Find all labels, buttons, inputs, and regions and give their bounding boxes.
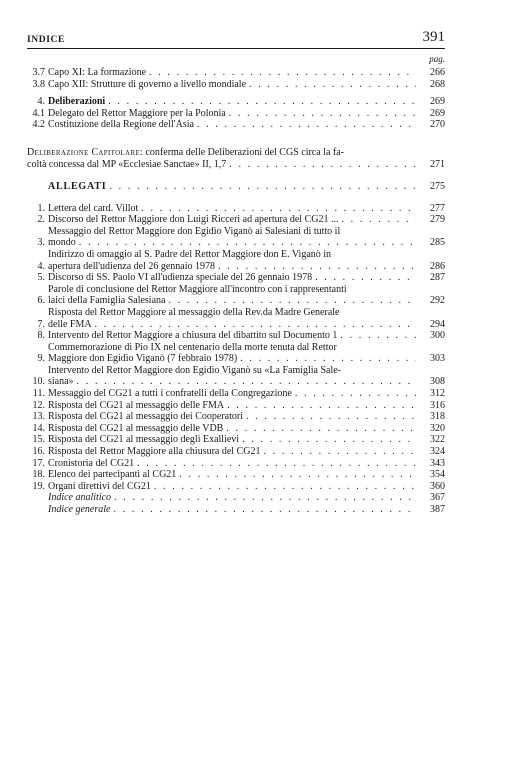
entry-title: Risposta del CG21 al messaggio degli Exallievi <box>48 434 240 446</box>
deliberazione-text-2: coltà concessa dal MP «Ecclesiae Sanctae» II, 1,7 <box>27 158 227 170</box>
entry-number: 9. <box>37 353 45 365</box>
entry-title-block <box>48 119 445 131</box>
toc-entry <box>27 284 445 307</box>
dot-leader <box>149 67 416 79</box>
dot-leader <box>218 261 416 273</box>
dot-leader <box>77 376 416 388</box>
entry-page: 277 <box>430 202 445 214</box>
entry-title: Discorso del Rettor Maggiore don Luigi Ricceri ad apertura del CG21 ... <box>48 214 339 226</box>
entry-number: 19. <box>32 480 45 492</box>
entry-line <box>48 388 445 400</box>
entry-title-block <box>48 330 445 342</box>
entry-title: siana» <box>48 376 74 388</box>
entry-line <box>48 96 445 108</box>
dot-leader <box>341 214 416 226</box>
entry-title-block <box>48 388 445 400</box>
spacer <box>27 131 445 147</box>
entry-page: 269 <box>430 107 445 119</box>
entry-title: Messaggio del Rettor Maggiore don Egidio Viganò ai Salesiani di tutto il <box>48 225 341 237</box>
entry-number: 5. <box>37 272 45 284</box>
entry-number: 12. <box>32 399 45 411</box>
entry-title: Risposta del CG21 al messaggio delle VDB <box>48 422 224 434</box>
entry-number: 11. <box>32 388 45 400</box>
entry-page: 354 <box>430 469 445 481</box>
entry-line <box>48 119 445 131</box>
entry-title: Delegato del Rettor Maggiore per la Polonia <box>48 107 226 119</box>
toc-entry <box>27 388 445 400</box>
entry-page: 268 <box>430 78 445 90</box>
entry-page: 316 <box>430 399 445 411</box>
entry-title-block <box>48 96 445 108</box>
dot-leader <box>114 492 416 504</box>
entry-title-block <box>48 307 445 330</box>
indices-list <box>27 492 445 515</box>
toc-entry <box>27 423 445 435</box>
entry-title-block <box>48 249 445 272</box>
entry-line <box>48 67 445 79</box>
entry-title: Intervento del Rettor Maggiore don Egidio Viganò su «La Famiglia Sale- <box>48 364 342 376</box>
entry-page: 322 <box>430 434 445 446</box>
entry-line <box>48 400 445 412</box>
entry-line <box>48 411 445 423</box>
dot-leader <box>246 411 416 423</box>
entry-title-block <box>48 272 445 284</box>
toc-entry <box>27 481 445 493</box>
entry-title-block <box>48 342 445 365</box>
entry-line <box>48 353 445 365</box>
entry-line <box>48 330 445 342</box>
entry-line <box>48 342 445 354</box>
dot-leader <box>340 330 416 342</box>
header-page-number: 391 <box>422 29 445 45</box>
entry-title-block <box>48 400 445 412</box>
toc-entry <box>27 434 445 446</box>
deliberazione-line <box>27 159 445 171</box>
entry-line <box>48 214 445 226</box>
entry-title: apertura dell'udienza del 26 gennaio 1978 <box>48 260 216 272</box>
toc-entry <box>27 458 445 470</box>
entry-title-block <box>48 203 445 215</box>
entry-title: Costituzione della Regione dell'Asia <box>48 119 194 131</box>
toc-entry <box>27 203 445 215</box>
entry-title-block <box>48 79 445 91</box>
entry-number: 4.2 <box>32 119 45 131</box>
entry-title: Elenco dei partecipanti al CG21 <box>48 469 177 481</box>
toc-entry <box>27 119 445 131</box>
dot-leader <box>226 423 416 435</box>
entry-page: 318 <box>430 411 445 423</box>
toc-entry <box>27 214 445 226</box>
entry-page: 300 <box>430 330 445 342</box>
entry-line <box>48 319 445 331</box>
entry-line <box>48 249 445 261</box>
dot-leader <box>141 203 416 215</box>
entry-title: Capo XI: La formazione <box>48 67 147 78</box>
entry-number: 14. <box>32 422 45 434</box>
entry-number: 4. <box>37 96 45 108</box>
header-title: INDICE <box>27 35 65 45</box>
dot-leader <box>168 295 416 307</box>
entry-number: 17. <box>32 457 45 469</box>
dot-leader <box>79 237 416 249</box>
running-header <box>27 24 445 46</box>
toc-entry <box>27 307 445 330</box>
dot-leader <box>113 504 416 516</box>
dot-leader <box>249 79 416 91</box>
dot-leader <box>263 446 416 458</box>
entry-page: 303 <box>430 353 445 365</box>
entry-title-block <box>48 458 445 470</box>
deliberazione-label: Deliberazione Capitolare: <box>27 146 143 158</box>
header-rule <box>27 48 445 49</box>
entry-line <box>48 376 445 388</box>
entry-title-block <box>48 492 445 504</box>
entry-title-block <box>48 481 445 493</box>
dot-leader <box>108 96 416 108</box>
entry-page: 387 <box>430 504 445 515</box>
entry-title: mondo <box>48 237 76 249</box>
entry-title-block <box>48 411 445 423</box>
allegati-title: ALLEGATI <box>48 180 107 192</box>
entry-line <box>48 272 445 284</box>
entry-title-block <box>48 365 445 388</box>
entry-page: 343 <box>430 457 445 469</box>
entry-number: 18. <box>32 469 45 481</box>
toc-entry <box>27 226 445 249</box>
entry-number: 4.1 <box>32 107 45 119</box>
toc-entry <box>27 365 445 388</box>
dot-leader <box>315 272 416 284</box>
toc-entry <box>27 446 445 458</box>
entry-title: Organi direttivi del CG21 <box>48 480 151 492</box>
entry-title-block <box>48 284 445 307</box>
entry-title: Deliberazioni <box>48 96 106 108</box>
entry-title-block <box>48 446 445 458</box>
entry-title-block <box>48 108 445 120</box>
entry-title: Risposta del Rettor Maggiore al messaggio della Rev.da Madre Generale <box>48 306 340 318</box>
dot-leader <box>154 481 416 493</box>
entry-number: 13. <box>32 411 45 423</box>
entry-line <box>48 481 445 493</box>
entry-page: 360 <box>430 480 445 492</box>
entry-line <box>48 469 445 481</box>
dot-leader <box>229 108 416 120</box>
toc-entry <box>27 492 445 504</box>
entry-line <box>48 423 445 435</box>
entry-title: Intervento del Rettor Maggiore a chiusura del dibattito sul Documento 1 <box>48 330 338 342</box>
spacer <box>27 193 445 203</box>
entry-number: 1. <box>37 202 45 214</box>
entry-page: 320 <box>430 422 445 434</box>
entry-page: 324 <box>430 446 445 458</box>
entry-number: 4. <box>37 260 45 272</box>
entry-page: 286 <box>430 260 445 272</box>
entry-title: Capo XII: Strutture di governo a livello mondiale <box>48 78 247 90</box>
entry-number: 3.8 <box>32 78 45 90</box>
entry-page: 279 <box>430 214 445 226</box>
entry-title: Risposta del Rettor Maggiore alla chiusura del CG21 <box>48 446 261 458</box>
entry-page: 269 <box>430 96 445 108</box>
entry-number: 10. <box>32 376 45 388</box>
entry-number: 6. <box>37 295 45 307</box>
entry-line <box>48 446 445 458</box>
entry-title: Messaggio del CG21 a tutti i confratelli della Congregazione <box>48 388 292 400</box>
entry-title-block <box>48 434 445 446</box>
entry-line <box>48 261 445 273</box>
dot-leader <box>197 119 416 131</box>
toc-entry <box>27 330 445 342</box>
entry-page: 367 <box>430 492 445 504</box>
dot-leader <box>240 353 416 365</box>
entry-number: 3. <box>37 237 45 249</box>
allegati-page: 275 <box>430 180 445 192</box>
entry-number: 3.7 <box>32 67 45 78</box>
entry-line <box>48 237 445 249</box>
dot-leader <box>137 458 416 470</box>
deliberazione-entry <box>27 147 445 171</box>
entry-line <box>48 284 445 296</box>
entry-title: Cronistoria del CG21 <box>48 457 135 469</box>
entry-number: 8. <box>37 330 45 342</box>
entry-line <box>48 79 445 91</box>
toc-entry <box>27 469 445 481</box>
toc-entry <box>27 411 445 423</box>
entry-title: Discorso di SS. Paolo VI all'udienza speciale del 26 gennaio 1978 <box>48 272 313 284</box>
entry-number: 7. <box>37 318 45 330</box>
toc-entry <box>27 79 445 91</box>
entry-title: laici della Famiglia Salesiana <box>48 295 166 307</box>
entry-title: Lettera del card. Villot <box>48 202 139 214</box>
entry-title-block <box>48 226 445 249</box>
entry-line <box>48 504 445 516</box>
entry-page: 285 <box>430 237 445 249</box>
entry-title-block <box>48 504 445 516</box>
entry-line <box>48 307 445 319</box>
toc-group-deliberations <box>27 96 445 131</box>
entry-title-block <box>48 214 445 226</box>
dot-leader <box>227 400 416 412</box>
dot-leader <box>179 469 416 481</box>
toc-entry <box>27 108 445 120</box>
toc-entry <box>27 249 445 272</box>
dot-leader <box>95 319 416 331</box>
entry-page: 266 <box>430 67 445 78</box>
entry-title: Indirizzo di omaggio al S. Padre del Rettor Maggiore don E. Viganò in <box>48 248 332 260</box>
entry-title-block <box>48 67 445 79</box>
dot-leader <box>229 159 416 171</box>
entry-title: Indice generale <box>48 504 111 515</box>
entry-line <box>48 203 445 215</box>
entry-title: delle FMA <box>48 318 92 330</box>
entry-line <box>48 108 445 120</box>
entry-number: 2. <box>37 214 45 226</box>
entry-title-block <box>48 469 445 481</box>
entry-title: Parole di conclusione del Rettor Maggiore all'incontro con i rappresentanti <box>48 283 347 295</box>
entry-page: 308 <box>430 376 445 388</box>
pag-label: pag. <box>429 54 445 64</box>
appendix-list <box>27 203 445 493</box>
toc-entry <box>27 272 445 284</box>
entry-title: Indice analitico <box>48 492 112 504</box>
entry-title: Commemorazione di Pio IX nel centenario della morte tenuta dal Rettor <box>48 341 337 353</box>
entry-page: 292 <box>430 295 445 307</box>
toc-group-chapters <box>27 67 445 90</box>
entry-page: 294 <box>430 318 445 330</box>
entry-line <box>48 365 445 377</box>
index-page <box>27 24 445 516</box>
deliberazione-text-1: conferma delle Deliberazioni del CGS circa la fa- <box>145 146 344 158</box>
dot-leader <box>109 181 416 193</box>
entry-line <box>48 295 445 307</box>
deliberazione-page: 271 <box>430 158 445 170</box>
toc-entry <box>27 400 445 412</box>
toc-entry <box>27 67 445 79</box>
entry-line <box>48 226 445 238</box>
entry-number: 15. <box>32 434 45 446</box>
entry-page: 312 <box>430 388 445 400</box>
toc-entry <box>27 96 445 108</box>
toc-entry <box>27 504 445 516</box>
entry-page: 287 <box>430 272 445 284</box>
spacer <box>27 171 445 181</box>
table-of-contents <box>27 67 445 516</box>
entry-title: Maggiore don Egidio Viganò (7 febbraio 1978) <box>48 353 238 365</box>
entry-title-block <box>48 423 445 435</box>
toc-entry <box>27 342 445 365</box>
deliberazione-line <box>27 147 445 159</box>
entry-page: 270 <box>430 119 445 131</box>
entry-line <box>48 492 445 504</box>
entry-title: Risposta del CG21 al messaggio dei Cooperatori <box>48 411 243 423</box>
entry-number: 16. <box>32 446 45 458</box>
entry-title: Risposta del CG21 al messaggio delle FMA <box>48 399 225 411</box>
entry-line <box>48 458 445 470</box>
entry-line <box>48 434 445 446</box>
dot-leader <box>242 434 416 446</box>
dot-leader <box>295 388 416 400</box>
allegati-heading <box>27 181 445 193</box>
